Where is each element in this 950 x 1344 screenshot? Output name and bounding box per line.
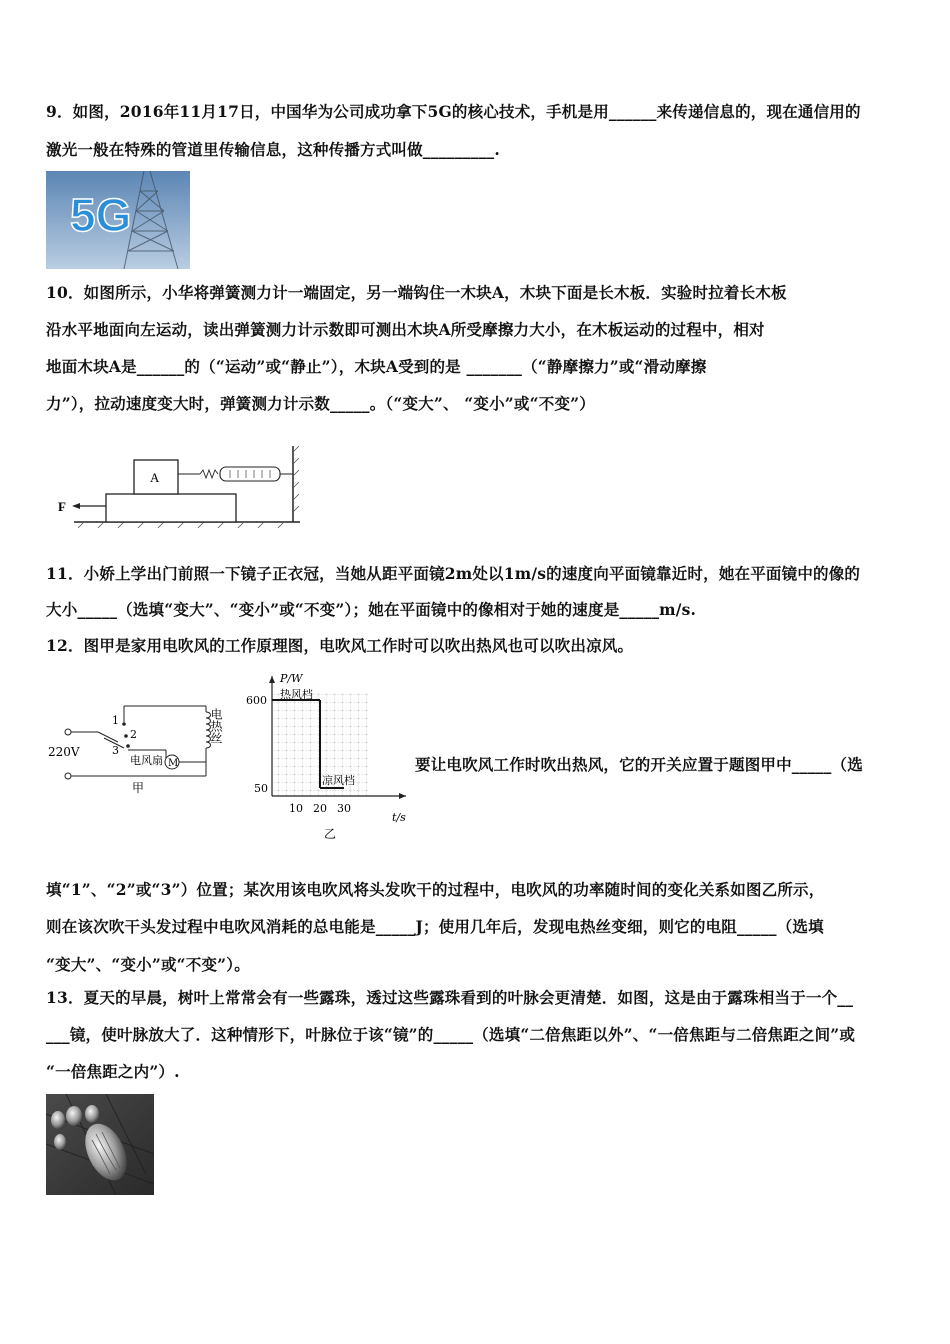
q10-line-1: 10．如图所示，小华将弹簧测力计一端固定，另一端钩住一木块A，木块下面是长木板．实验时拉着长木板 (46, 283, 787, 302)
q10-line-3: 地面木块A是______的（“运动”或“静止”），木块A受到的是 _______（“静摩擦力”或“滑动摩擦 (46, 357, 707, 376)
voltage-label: 220V (48, 745, 80, 759)
y-axis-label: P/W (280, 672, 303, 685)
spring-scale-friction-diagram (54, 434, 310, 534)
block-a-label: A (150, 470, 160, 485)
q12-line-2: 填“1”、“2”或“3”）位置；某次用该电吹风将头发吹干的过程中，电吹风的功率随时间的变化关系如图乙所示， (46, 880, 825, 899)
x-tick-label: 10 (289, 802, 303, 815)
long-board (106, 494, 236, 522)
hair-dryer-circuit-diagram (46, 694, 246, 798)
q13-line-2: ___镜，使叶脉放大了．这种情形下，叶脉位于该“镜”的_____（选填“二倍焦距以外”、“一倍焦距与二倍焦距之间”或 (46, 1025, 856, 1044)
q9-line-1: 9．如图，2016年11月17日，中国华为公司成功拿下5G的核心技术，手机是用______来传递信息的，现在通信用的 (46, 102, 861, 121)
switch-pos-2: 2 (130, 728, 137, 741)
q12-line-4: “变大”、“变小”或“不变”）。 (46, 955, 250, 974)
heater-label: 电热丝 (209, 708, 223, 744)
force-f-label: F (58, 499, 66, 514)
figure-a-caption: 甲 (132, 781, 145, 795)
dewdrop-on-leaf-photo (46, 1094, 154, 1195)
fan-label: 电风扇 (130, 754, 163, 767)
q11-line-2: 大小_____（选填“变大”、“变小”或“不变”）；她在平面镜中的像相对于她的速度是_____m/s. (46, 600, 697, 619)
q11-line-1: 11．小娇上学出门前照一下镜子正衣冠，当她从距平面镜2m处以1m/s的速度向平面镜靠近时，她在平面镜中的像的 (46, 564, 861, 583)
x-tick-label: 30 (337, 802, 351, 815)
q12-side-text: 要让电吹风工作时吹出热风，它的开关应置于题图甲中_____（选 (415, 755, 863, 774)
q12-line-1: 12．图甲是家用电吹风的工作原理图，电吹风工作时可以吹出热风也可以吹出凉风。 (46, 636, 634, 655)
x-tick-label: 20 (313, 802, 327, 815)
power-time-chart (246, 670, 416, 842)
q13-line-3: “一倍焦距之内”）. (46, 1062, 180, 1081)
motor-label: M (168, 758, 179, 769)
y-tick-label: 50 (254, 782, 268, 795)
5g-tower-image (46, 171, 190, 269)
q9-line-2: 激光一般在特殊的管道里传输信息，这种传播方式叫做_________. (46, 140, 500, 159)
spring-scale (220, 467, 280, 481)
y-tick-label: 600 (246, 694, 267, 707)
segment-label-1: 热风档 (280, 688, 313, 701)
segment-label-2: 凉风档 (322, 774, 355, 787)
q10-line-4: 力”），拉动速度变大时，弹簧测力计示数_____。（“变大”、 “变小”或“不变”） (46, 394, 595, 413)
q13-line-1: 13．夏天的早晨，树叶上常常会有一些露珠，透过这些露珠看到的叶脉会更清楚．如图，这是由于露珠相当于一个__ (46, 988, 854, 1007)
switch-pos-3: 3 (112, 744, 119, 757)
x-axis-label: t/s (392, 811, 406, 824)
5g-text: 5G (70, 189, 132, 241)
switch-pos-1: 1 (112, 714, 119, 727)
figure-b-caption: 乙 (324, 827, 337, 841)
q12-line-3: 则在该次吹干头发过程中电吹风消耗的总电能是_____J；使用几年后，发现电热丝变细，则它的电阻_____（选填 (46, 917, 824, 936)
q10-line-2: 沿水平地面向左运动，读出弹簧测力计示数即可测出木块A所受摩擦力大小，在木板运动的过程中，相对 (46, 320, 765, 339)
